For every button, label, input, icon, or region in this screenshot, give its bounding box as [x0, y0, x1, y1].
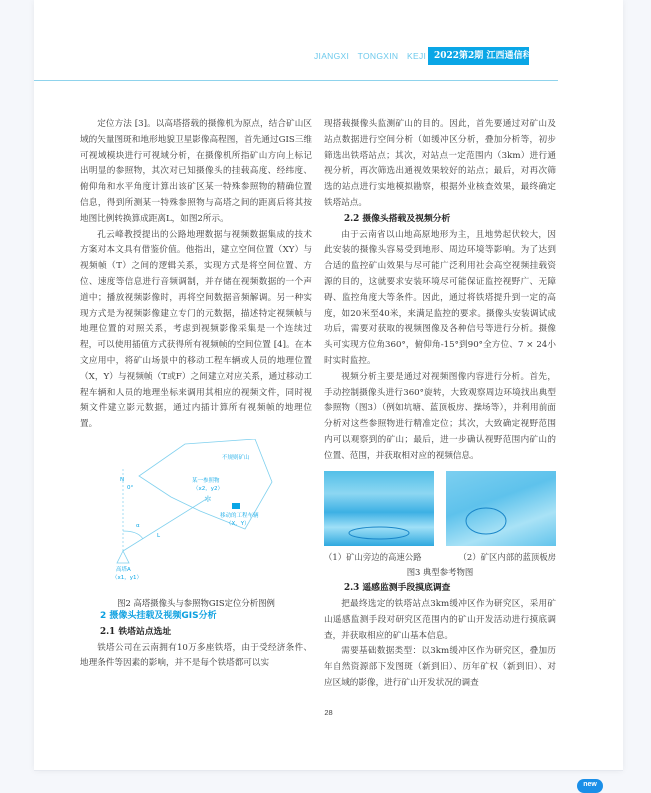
photo-highway-beside-mine [324, 471, 434, 546]
vehicle-marker-icon [232, 503, 240, 509]
highlight-ellipse-icon [324, 471, 434, 546]
label-tower: 高塔A [116, 566, 131, 573]
header-rule [34, 80, 558, 81]
figure-2-caption: 图2 高塔摄像头与参照物GIS定位分析图例 [117, 597, 275, 608]
journal-name-english: JIANGXI TONGXIN KEJI [314, 51, 427, 61]
paragraph: 定位方法 [3]。以高塔搭载的摄像机为原点，结合矿山区域的矢量图斑和地形地貌卫星影像高程图，首先通过GIS三维可视域模块进行可视域分析，在摄像机所指矿山方向上标记出明显的参照物，其次对已知摄像头的挂载高度、经纬度、俯仰角和水平角度计算出该矿区某一特殊参照物的精确位置信息，得到所测某一特殊参照物与高塔之间的距离后将其按地图比例转换算成距离L，如图2所示。 [80, 119, 312, 224]
label-L: L [157, 532, 161, 539]
label-mine: 不规则矿山 [222, 454, 250, 461]
document-page [34, 0, 623, 771]
paragraph: 视频分析主要是通过对视频图像内容进行分析。首先，手动控制摄像头进行360°旋转，大致观察周边环境找出典型参照物（图3）（例如坑塘、蓝顶板房、操场等），并利用前面分析对这些参照物进行精准定位；其次，大致确定视野范围内可以观察到的矿山；最后，进一步确认视野范围内矿山的位置、范围，并获取相对应的视频信息。 [324, 371, 556, 461]
highlight-ellipse-icon [446, 471, 556, 546]
subcaption-1: （1）矿山旁边的高速公路 [324, 551, 422, 562]
subcaption-2: （2）矿区内部的蓝顶板房 [458, 551, 556, 562]
angle-arc [123, 531, 143, 539]
section-2-2-heading: 2.2 摄像头搭载及视频分析 [344, 213, 451, 224]
label-zero-degree: 0° [127, 484, 134, 491]
figure-2-diagram [80, 439, 312, 609]
paragraph: 孔云峰教授提出的公路地理数据与视频数据集成的技术方案对本文具有借鉴价值。他指出，建立空间位置（XY）与视频帧（T）之间的逻辑关系，实现方式是将空间位置、方位、速度等信息进行音频调制，并存储在视频数据的一个声道中；播放视频影像时，再将空间数据音频解调。另一种实现方式是为视频影像建立专门的元数据，描述特定视频帧与地理位置的对照关系，考虑到视频影像采集是一个连续过程，可以使用插值方式获得所有视频帧的空间位置 [4]。在本文应用中，将矿山场景中的移动工程车辆或人员的地理位置（X，Y）与视频帧（T或F）之间建立对应关系，通过移动工程车辆和人员的地理坐标来调用其相应的视频文件，同时视频文件建立影元数据，通过内插计算所有视频帧的地理位置。 [80, 229, 312, 430]
page-number: 28 [324, 708, 333, 717]
paragraph: 需要基础数据类型：以3km缓冲区作为研究区，叠加历年自然资源部下发图斑（新到旧）、历年矿权（新到旧）、对应区域的影像，进行矿山开发状况的调查 [324, 646, 556, 688]
label-reference: 某一参照物 [192, 477, 220, 484]
label-north: N [120, 476, 125, 483]
figure-3-photos [324, 471, 556, 546]
paragraph: 把最终选定的铁塔站点3km缓冲区作为研究区，采用矿山遥感监测手段对研究区范围内的矿山开发活动进行摸底调查，并获取相应的矿山基本信息。 [324, 598, 556, 641]
label-vehicle: 移动的工程车辆 [220, 512, 259, 519]
section-2-heading: 2 摄像头挂载及视频GIS分析 [100, 610, 217, 621]
label-reference-coord: （x2，y2） [193, 485, 224, 492]
figure-3 [324, 471, 556, 582]
paragraph: 现搭载摄像头监测矿山的目的。因此，首先要通过对矿山及站点数据进行空间分析（如缓冲区分析，叠加分析等，初步筛选出铁塔站点；其次，对站点一定范围内（3km）进行通视分析，再次筛选出通视效果较好的站点；最后，对再次筛选的站点进行实地模拟勘察，根据外业核查效果，最终确定铁塔站点。 [324, 119, 556, 208]
label-alpha: α [136, 522, 140, 529]
section-2-1-heading: 2.1 铁塔站点选址 [100, 626, 172, 637]
figure-3-subcaptions [324, 550, 556, 566]
gis-positioning-diagram [80, 439, 312, 589]
left-column [80, 117, 312, 672]
section-2-3-heading: 2.3 遥感监测手段摸底调查 [344, 583, 451, 594]
tower-triangle-icon [117, 551, 129, 563]
reference-star-icon: ✲ [204, 494, 212, 505]
photo-blue-roof-house [446, 471, 556, 546]
label-tower-coord: （x1，y1） [112, 574, 143, 581]
paragraph: 由于云南省以山地高原地形为主，且地势起伏较大，因此安装的摄像头容易受到地形、周边环境等影响。为了达到合适的监控矿山效果与尽可能广泛利用社会高空视频挂载资源的目的，这就要求安装环境尽可能保证监控视野广、无障碍、监控角度大等条件。因此，通过将铁塔提升到一定的高度，如20米至40米，来满足监控的要求。摄像头安装调试成功后，需要对获取的视频图像及各种信号等进行分析。摄像头可实现方位角360°，俯仰角-15°到90°全方位、7 × 24小时实时监控。 [324, 229, 556, 366]
issue-badge: 2022第2期 江西通信科技 [428, 47, 529, 65]
paragraph: 铁塔公司在云南拥有10万多座铁塔，由于受经济条件、地理条件等因素的影响，并不是每个铁塔都可以实 [80, 642, 312, 669]
right-column [324, 117, 556, 692]
label-vehicle-coord: （X，Y） [226, 520, 250, 527]
new-badge[interactable]: new [577, 779, 603, 793]
figure-3-caption: 图3 典型参考物图 [406, 567, 474, 578]
